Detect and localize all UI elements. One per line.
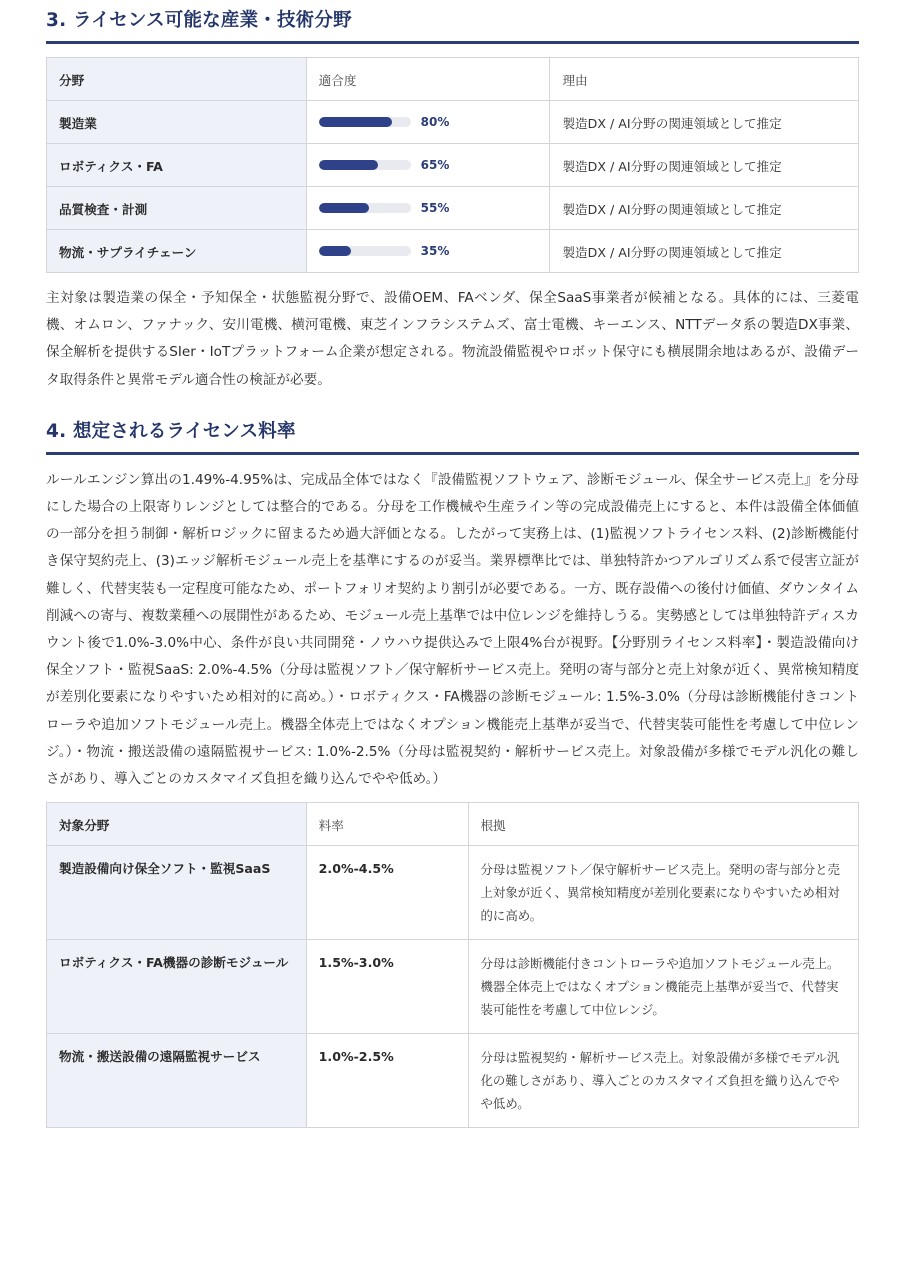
target-field-cell: ロボティクス・FA機器の診断モジュール <box>47 940 307 1034</box>
section-4-title: 4. 想定されるライセンス料率 <box>46 417 859 455</box>
rate-cell: 2.0%-4.5% <box>306 846 468 940</box>
section-3-title: 3. ライセンス可能な産業・技術分野 <box>46 6 859 44</box>
field-cell: 物流・サプライチェーン <box>47 230 307 273</box>
fit-progress-fill <box>319 203 370 213</box>
table-row <box>47 940 859 1034</box>
target-field-cell: 製造設備向け保全ソフト・監視SaaS <box>47 846 307 940</box>
document-page <box>46 0 859 1128</box>
table-row <box>47 101 859 144</box>
fit-progress-fill <box>319 160 379 170</box>
table-row <box>47 144 859 187</box>
reason-cell: 製造DX / AI分野の関連領域として推定 <box>550 101 859 144</box>
fit-progress-fill <box>319 117 393 127</box>
fit-percent-label: 35% <box>420 244 450 258</box>
rate-cell: 1.0%-2.5% <box>306 1034 468 1128</box>
fit-cell <box>306 187 550 230</box>
table-row <box>47 1034 859 1128</box>
fit-progress-bar <box>319 160 411 170</box>
header-fit: 適合度 <box>306 58 550 101</box>
fit-progress-fill <box>319 246 351 256</box>
header-basis: 根拠 <box>468 803 858 846</box>
basis-cell: 分母は診断機能付きコントローラや追加ソフトモジュール売上。機器全体売上ではなくオプション機能売上基準が妥当で、代替実装可能性を考慮して中位レンジ。 <box>468 940 858 1034</box>
fit-percent-label: 55% <box>420 201 450 215</box>
reason-cell: 製造DX / AI分野の関連領域として推定 <box>550 144 859 187</box>
target-field-cell: 物流・搬送設備の遠隔監視サービス <box>47 1034 307 1128</box>
header-rate: 料率 <box>306 803 468 846</box>
table-row <box>47 846 859 940</box>
section-3-paragraph: 主対象は製造業の保全・予知保全・状態監視分野で、設備OEM、FAベンダ、保全SaaS事業者が候補となる。具体的には、三菱電機、オムロン、ファナック、安川電機、横河電機、東芝インフラシステムズ、富士電機、キーエンス、NTTデータ系の製造DX事業、保全解析を提供するSIer・IoTプラットフォーム企業が想定される。物流設備監視やロボット保守にも横展開余地はあるが、設備データ取得条件と異常モデル適合性の検証が必要。 <box>46 290 859 388</box>
basis-cell: 分母は監視ソフト／保守解析サービス売上。発明の寄与部分と売上対象が近く、異常検知精度が差別化要素になりやすいため相対的に高め。 <box>468 846 858 940</box>
table-row <box>47 230 859 273</box>
header-field: 分野 <box>47 58 307 101</box>
fit-percent-label: 80% <box>420 115 450 129</box>
field-cell: 製造業 <box>47 101 307 144</box>
fit-cell <box>306 144 550 187</box>
license-rate-table <box>46 802 859 1128</box>
section-4-paragraph: ルールエンジン算出の1.49%-4.95%は、完成品全体ではなく『設備監視ソフトウェア、診断モジュール、保全サービス売上』を分母にした場合の上限寄りレンジとしては整合的である。分母を工作機械や生産ライン等の完成設備売上にすると、本件は設備全体価値の一部分を担う制御・解析ロジックに留まるため過大評価となる。したがって実務上は、(1)監視ソフトライセンス料、(2)診断機能付き保守契約売上、(3)エッジ解析モジュール売上を基準にするのが妥当。業界標準比では、単独特許かつアルゴリズム系で侵害立証が難しく、代替実装も一定程度可能なため、ポートフォリオ契約より割引が必要である。一方、既存設備への後付け価値、ダウンタイム削減への寄与、複数業種への展開性があるため、モジュール売上基準では中位レンジを維持しうる。実勢感としては単独特許ディスカウント後で1.0%-3.0%中心、条件が良い共同開発・ノウハウ提供込みで上限4%台が視野。【分野別ライセンス料率】・製造設備向け保全ソフト・監視SaaS: 2.0%-4.5%（分母は監視ソフト／保守解析サービス売上。発明の寄与部分と売上対象が近く、異常検知精度が差別化要素になりやすいため相対的に高め。）・ロボティクス・FA機器の診断モジュール: 1.5%-3.0%（分母は診断機能付きコントローラや追加ソフトモジュール売上。機器全体売上ではなくオプション機能売上基準が妥当で、代替実装可能性を考慮して中位レンジ。）・物流・搬送設備の遠隔監視サービス: 1.0%-2.5%（分母は監視契約・解析サービス売上。対象設備が多様でモデル汎化の難しさがあり、導入ごとのカスタマイズ負担を織り込んでやや低め。） <box>46 471 859 788</box>
fit-percent-label: 65% <box>420 158 450 172</box>
fit-cell <box>306 101 550 144</box>
reason-cell: 製造DX / AI分野の関連領域として推定 <box>550 187 859 230</box>
header-reason: 理由 <box>550 58 859 101</box>
fit-progress-bar <box>319 246 411 256</box>
reason-cell: 製造DX / AI分野の関連領域として推定 <box>550 230 859 273</box>
header-target-field: 対象分野 <box>47 803 307 846</box>
fit-cell <box>306 230 550 273</box>
basis-cell: 分母は監視契約・解析サービス売上。対象設備が多様でモデル汎化の難しさがあり、導入ごとのカスタマイズ負担を織り込んでやや低め。 <box>468 1034 858 1128</box>
industry-fit-table <box>46 57 859 273</box>
rate-cell: 1.5%-3.0% <box>306 940 468 1034</box>
table-header-row <box>47 58 859 101</box>
table-header-row <box>47 803 859 846</box>
field-cell: 品質検査・計測 <box>47 187 307 230</box>
fit-progress-bar <box>319 203 411 213</box>
fit-progress-bar <box>319 117 411 127</box>
table-row <box>47 187 859 230</box>
field-cell: ロボティクス・FA <box>47 144 307 187</box>
